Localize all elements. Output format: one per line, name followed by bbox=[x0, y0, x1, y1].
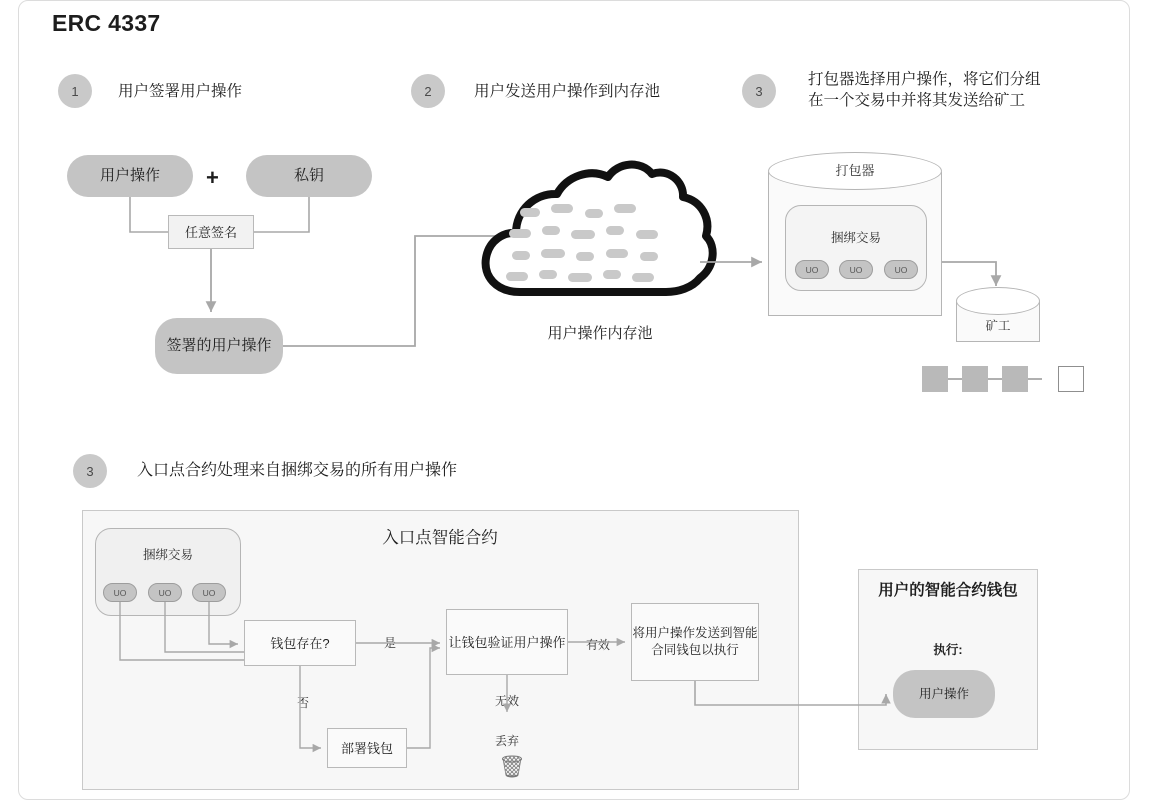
invalid-label: 无效 bbox=[494, 694, 519, 708]
block-square bbox=[922, 366, 948, 392]
bundler-label: 打包器 bbox=[835, 163, 875, 178]
step-badge-3: 3 bbox=[742, 74, 776, 108]
step-label-1: 用户签署用户操作 bbox=[118, 83, 243, 100]
yes-label: 是 bbox=[383, 636, 396, 650]
uo-chip: UO bbox=[839, 260, 873, 279]
uo-chip: UO bbox=[148, 583, 182, 602]
mempool-label: 用户操作内存池 bbox=[547, 325, 653, 342]
send-to-wallet-box: 将用户操作发送到智能合同钱包以执行 bbox=[631, 603, 759, 681]
step-label-2: 用户发送用户操作到内存池 bbox=[474, 83, 661, 100]
step-badge-4: 3 bbox=[73, 454, 107, 488]
uo-chip: UO bbox=[103, 583, 137, 602]
no-label: 否 bbox=[296, 696, 309, 710]
block-square-empty bbox=[1058, 366, 1084, 392]
entrypoint-panel-title: 入口点智能合约 bbox=[382, 529, 498, 547]
uo-chip: UO bbox=[192, 583, 226, 602]
step-badge-2: 2 bbox=[411, 74, 445, 108]
step-badge-1: 1 bbox=[58, 74, 92, 108]
valid-label: 有效 bbox=[585, 638, 610, 652]
block-connector bbox=[948, 378, 962, 380]
wallet-exists-box: 钱包存在? bbox=[244, 620, 356, 666]
block-square bbox=[962, 366, 988, 392]
block-square bbox=[1002, 366, 1028, 392]
wallet-user-operation-pill: 用户操作 bbox=[893, 670, 995, 718]
page-title: ERC 4337 bbox=[52, 10, 161, 36]
bundle-transaction-area-2 bbox=[95, 528, 241, 616]
any-signature-box: 任意签名 bbox=[168, 215, 254, 249]
miner-label: 矿工 bbox=[985, 319, 1011, 333]
step-label-4: 入口点合约处理来自捆绑交易的所有用户操作 bbox=[137, 462, 458, 479]
user-operation-pill: 用户操作 bbox=[67, 155, 193, 197]
smart-contract-wallet-title: 用户的智能合约钱包 bbox=[878, 582, 1018, 599]
signed-user-operation-pill: 签署的用户操作 bbox=[155, 318, 283, 374]
deploy-wallet-box: 部署钱包 bbox=[327, 728, 407, 768]
miner-cylinder-top bbox=[956, 287, 1040, 315]
block-connector bbox=[1028, 378, 1042, 380]
uo-chip: UO bbox=[795, 260, 829, 279]
plus-symbol: + bbox=[206, 165, 219, 190]
step-label-3-line1: 打包器选择用户操作，将它们分组 bbox=[808, 71, 1041, 88]
private-key-pill: 私钥 bbox=[246, 155, 372, 197]
bundle-transaction-label: 捆绑交易 bbox=[830, 231, 881, 245]
uo-chip: UO bbox=[884, 260, 918, 279]
block-connector bbox=[988, 378, 1002, 380]
discard-label: 丢弃 bbox=[494, 734, 519, 748]
validate-user-op-box: 让钱包验证用户操作 bbox=[446, 609, 568, 675]
bundle-transaction-label-2: 捆绑交易 bbox=[142, 548, 193, 562]
wallet-execute-label: 执行: bbox=[933, 643, 963, 657]
step-label-3-line2: 在一个交易中并将其发送给矿工 bbox=[808, 92, 1026, 109]
trash-icon: 🗑 bbox=[498, 754, 526, 779]
